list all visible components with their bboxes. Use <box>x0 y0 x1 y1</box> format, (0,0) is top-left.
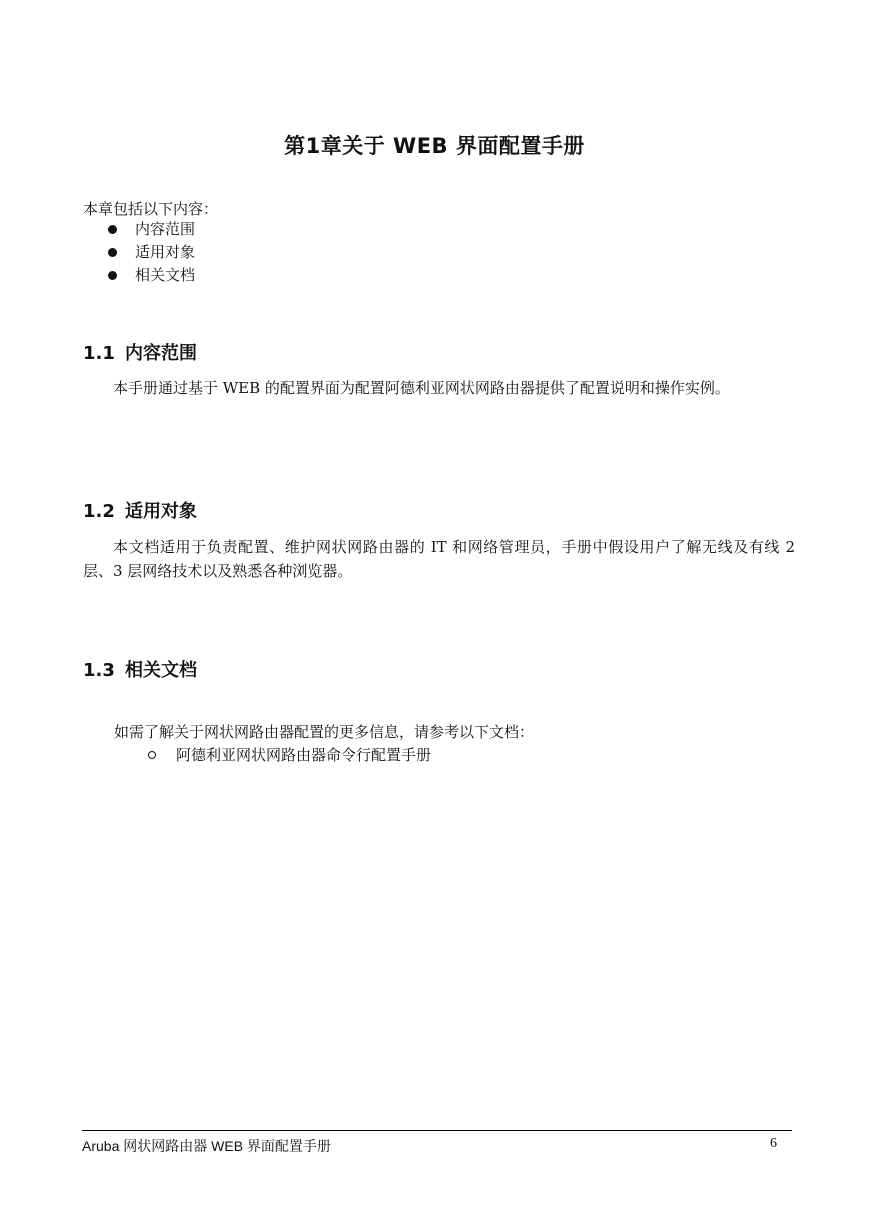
section-number: 1.2 <box>83 501 115 522</box>
list-item-label: 内容范围 <box>135 220 196 238</box>
chapter-intro: 本章包括以下内容： <box>83 200 219 218</box>
section-heading-scope <box>83 339 197 365</box>
section-title: 内容范围 <box>125 343 197 364</box>
circle-bullet-icon <box>148 751 156 759</box>
list-item <box>108 241 195 264</box>
section-title: 适用对象 <box>125 501 197 522</box>
section-heading-related-docs <box>83 656 197 682</box>
list-item <box>108 218 195 241</box>
chapter-title: 第1章关于 WEB 界面配置手册 <box>284 134 585 158</box>
footer-divider <box>82 1130 792 1131</box>
bullet-icon <box>108 271 117 280</box>
page-number: 6 <box>770 1136 777 1151</box>
list-item-label: 适用对象 <box>135 243 196 261</box>
bullet-icon <box>108 248 117 257</box>
list-item <box>108 264 195 287</box>
list-item <box>148 744 431 766</box>
section-heading-audience <box>83 497 197 523</box>
section-paragraph-audience: 本文档适用于负责配置、维护网状网路由器的 IT 和网络管理员，手册中假设用户了解无线及有线 2 层、3 层网络技术以及熟悉各种浏览器。 <box>83 538 795 580</box>
section-number: 1.3 <box>83 660 115 681</box>
bullet-icon <box>108 225 117 234</box>
section-title: 相关文档 <box>125 660 197 681</box>
reference-title: 阿德利亚网状网路由器命令行配置手册 <box>176 746 432 764</box>
section-paragraph-related-docs: 如需了解关于网状网路由器配置的更多信息，请参考以下文档： <box>114 723 535 741</box>
chapter-contents-list <box>108 218 195 287</box>
section-number: 1.1 <box>83 343 115 364</box>
reference-list <box>148 744 431 766</box>
section-paragraph-scope: 本手册通过基于 WEB 的配置界面为配置阿德利亚网状网路由器提供了配置说明和操作实例。 <box>113 379 730 397</box>
list-item-label: 相关文档 <box>135 266 196 284</box>
footer-title: Aruba 网状网路由器 WEB 界面配置手册 <box>82 1138 331 1154</box>
